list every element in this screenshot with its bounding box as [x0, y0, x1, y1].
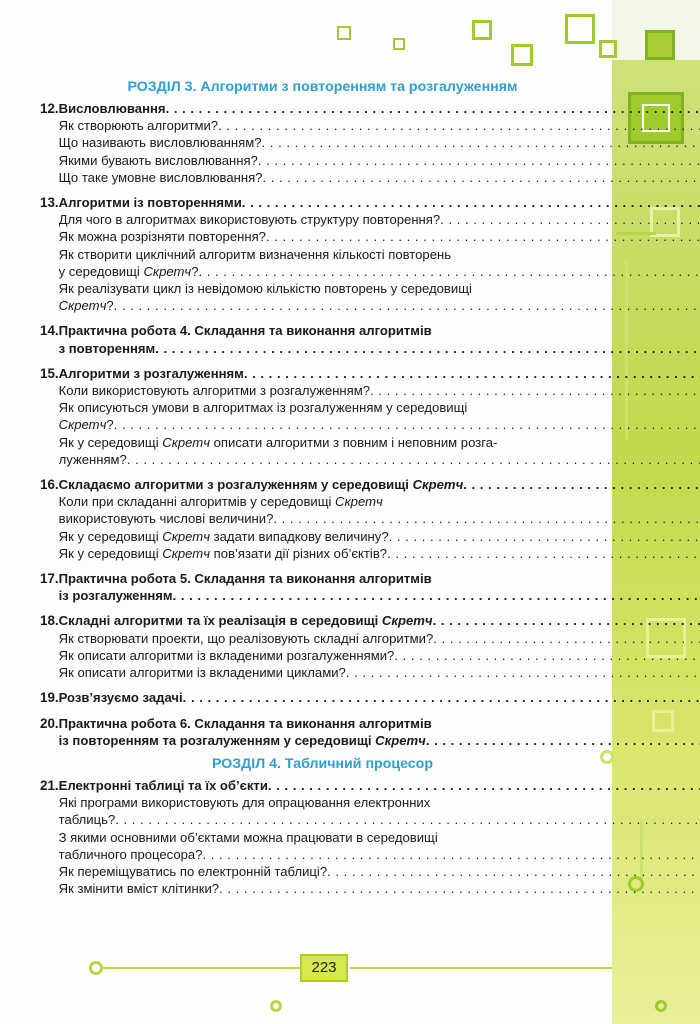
entry-question-line: Як у середовищі Скретч описати алгоритми з повним і неповним розга-	[58, 434, 498, 450]
entry-question-line: Як створити циклічний алгоритм визначення кількості повторень	[58, 246, 452, 262]
entry-number: 20.	[40, 715, 59, 731]
entry-question-line: З якими основними об’єктами можна працювати в середовищі	[58, 829, 438, 845]
entry-title-line: Електронні таблиці та їх об’єкти . . .	[59, 777, 700, 794]
page-number: 223	[300, 954, 348, 982]
entry-question-line: Для чого в алгоритмах використовують структуру повторення? . . .	[59, 211, 700, 228]
entry-number: 19.	[40, 690, 59, 706]
entry-question-line: Якими бувають висловлювання? . . .	[59, 152, 700, 169]
toc-entry-21[interactable]	[40, 777, 605, 897]
entry-number: 14.	[40, 323, 59, 339]
entry-question-line: Як описати алгоритми із вкладеними розгалуженнями? . . .	[59, 647, 700, 664]
toc-entry-13[interactable]	[40, 194, 605, 314]
footer-circle-icon	[270, 1000, 282, 1012]
entry-title-line: Алгоритми з розгалуженням . . .	[59, 365, 700, 382]
decor-square-icon	[337, 26, 351, 40]
footer-line-right	[350, 967, 612, 969]
toc-entry-12[interactable]	[40, 100, 605, 186]
entry-question-line: Коли використовують алгоритми з розгалуженням? . . .	[59, 382, 700, 399]
entry-question-line: Як можна розрізняти повторення? . . .	[59, 228, 700, 245]
entry-question-line: Як переміщуватись по електронній таблиці? . . .	[59, 863, 700, 880]
decor-square-icon	[645, 30, 675, 60]
entry-question-line: Як у середовищі Скретч задати випадкову величину? . . .	[59, 528, 700, 545]
entry-title-line: із розгалуженням . . .	[59, 587, 700, 604]
entry-question-line: Що називають висловлюванням? . . .	[59, 134, 700, 151]
entry-question-line: Як реалізувати цикл із невідомою кількістю повторень у середовищі	[58, 281, 472, 297]
entry-question-line: Що таке умовне висловлювання? . . .	[59, 169, 700, 186]
toc-entry-19[interactable]	[40, 689, 605, 706]
decor-square-icon	[393, 38, 405, 50]
table-of-contents	[40, 78, 605, 905]
entry-question-line: табличного процесора? . . .	[59, 846, 700, 863]
entry-number: 17.	[40, 571, 59, 587]
entry-question-line: Як створюють алгоритми? . . .	[59, 117, 700, 134]
entry-number: 12.	[40, 101, 59, 116]
entry-title-line: Розв’язуємо задачі . . .	[59, 689, 700, 706]
entry-question-line: Як створювати проекти, що реалізовують складні алгоритми? . . .	[59, 630, 700, 647]
section-3-title: РОЗДІЛ 3. Алгоритми з повторенням та розгалуженням	[127, 79, 518, 95]
toc-entry-14[interactable]	[40, 322, 605, 356]
entry-question-line: Коли при складанні алгоритмів у середовищі Скретч	[58, 494, 383, 510]
entry-question-line: Як описати алгоритми із вкладеними циклами? . . .	[59, 664, 700, 681]
entry-title-line: Практична робота 4. Складання та виконання алгоритмів	[58, 323, 432, 339]
footer-circle-icon	[89, 961, 103, 975]
entry-question-line: Скретч? . . .	[59, 297, 700, 314]
decor-square-icon	[599, 40, 617, 58]
toc-entry-17[interactable]	[40, 570, 605, 604]
entry-number: 16.	[40, 477, 59, 493]
entry-title-line: Практична робота 5. Складання та виконання алгоритмів	[58, 571, 432, 587]
entry-title-line: з повторенням . . .	[59, 340, 700, 357]
toc-entry-15[interactable]	[40, 365, 605, 468]
decor-square-icon	[565, 14, 595, 44]
entry-number: 13.	[40, 195, 59, 211]
entry-number: 18.	[40, 613, 59, 629]
entry-question-line: таблиць? . . .	[59, 811, 700, 828]
entry-title-line: Складаємо алгоритми з розгалуженням у середовищі Скретч . . .	[59, 476, 700, 493]
entry-number: 15.	[40, 365, 59, 381]
toc-entry-18[interactable]	[40, 612, 605, 681]
entry-number: 21.	[40, 777, 59, 793]
entry-question-line: луженням? . . .	[59, 451, 700, 468]
entry-title-line: Практична робота 6. Складання та виконання алгоритмів	[58, 715, 432, 731]
section-4-title: РОЗДІЛ 4. Табличний процесор	[211, 755, 433, 772]
entry-title-line: Алгоритми із повтореннями . . .	[59, 194, 700, 211]
entry-question-line: використовують числові величини? . . .	[59, 510, 700, 527]
entry-question-line: Які програми використовують для опрацювання електронних	[58, 795, 431, 811]
entry-question-line: Як описуються умови в алгоритмах із розгалуженням у середовищі	[58, 400, 468, 416]
decor-square-icon	[472, 20, 492, 40]
footer-line-left	[103, 967, 300, 969]
footer-circle-icon	[655, 1000, 667, 1012]
entry-question-line: у середовищі Скретч? . . .	[59, 263, 700, 280]
entry-title-line: Складні алгоритми та їх реалізація в середовищі Скретч . . .	[59, 612, 700, 629]
toc-entry-20[interactable]	[40, 715, 605, 749]
decor-square-icon	[511, 44, 533, 66]
entry-question-line: Скретч? . . .	[59, 416, 700, 433]
entry-title-line: із повторенням та розгалуженням у середовищі Скретч . . .	[59, 732, 700, 749]
entry-title-line: Висловлювання . . .	[59, 100, 700, 117]
toc-entry-16[interactable]	[40, 476, 605, 562]
entry-question-line: Як у середовищі Скретч пов’язати дії різних об’єктів? . . .	[59, 545, 700, 562]
entry-question-line: Як змінити вміст клітинки? . . .	[59, 880, 700, 897]
